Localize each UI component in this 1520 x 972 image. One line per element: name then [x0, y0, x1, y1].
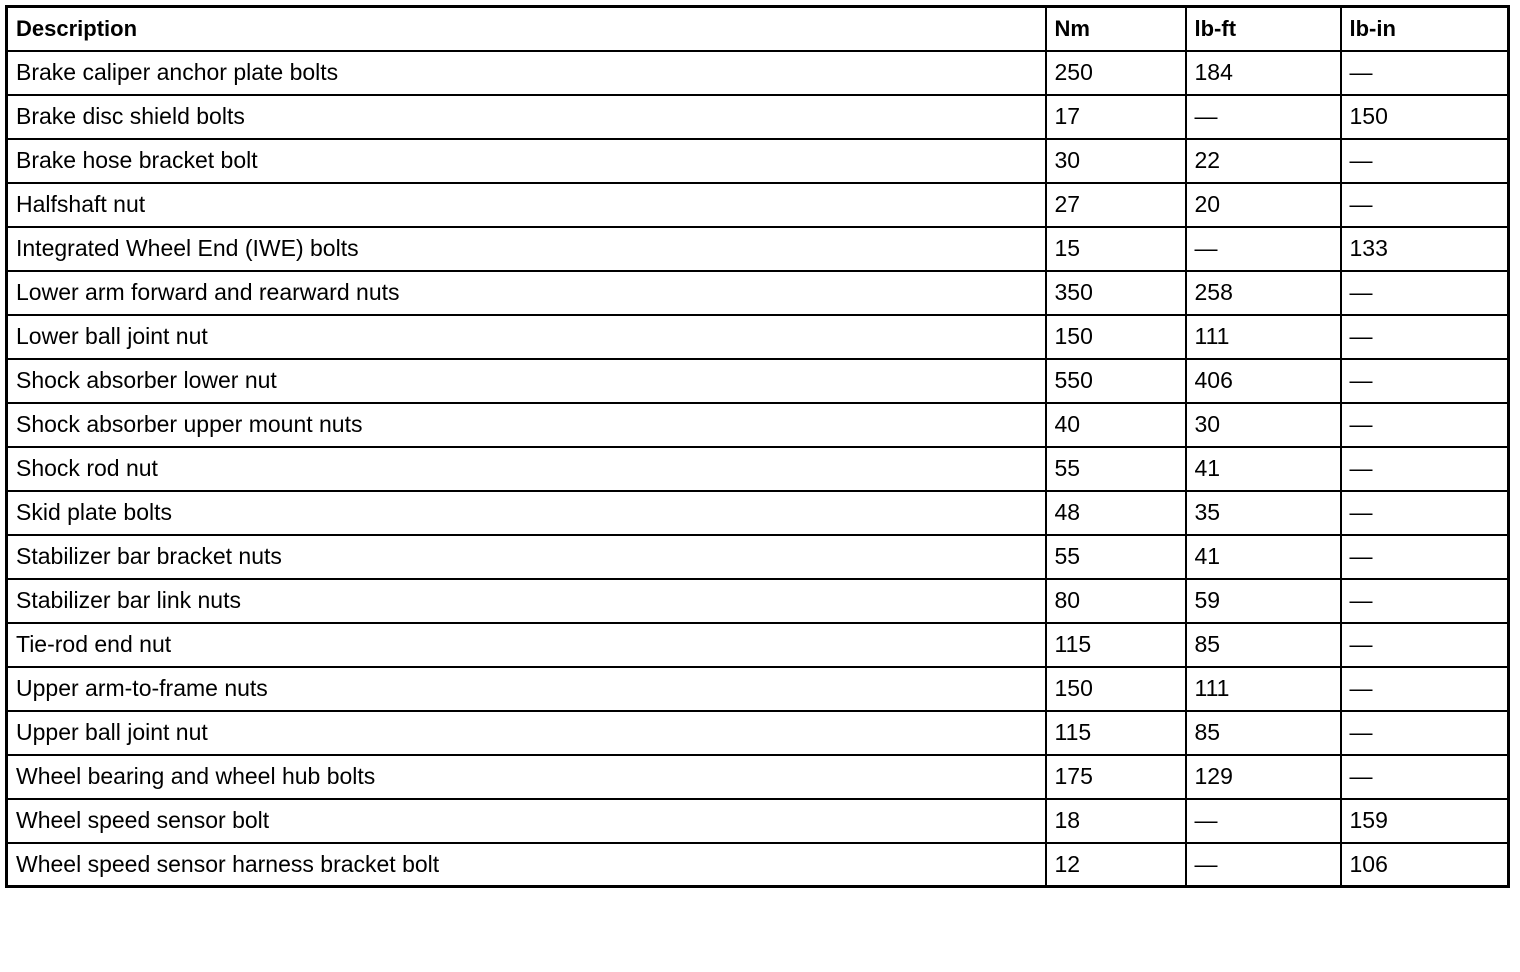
table-row: [7, 315, 1509, 359]
cell-lbft: —: [1186, 95, 1341, 139]
cell-nm: 175: [1046, 755, 1186, 799]
table-row: [7, 271, 1509, 315]
table-row: [7, 491, 1509, 535]
cell-nm: 550: [1046, 359, 1186, 403]
cell-nm: 115: [1046, 623, 1186, 667]
cell-lbin: —: [1341, 491, 1509, 535]
cell-description: Lower arm forward and rearward nuts: [7, 271, 1046, 315]
table-row: [7, 359, 1509, 403]
header-lbft: lb-ft: [1186, 7, 1341, 51]
table-row: [7, 843, 1509, 887]
table-header: [7, 7, 1509, 51]
cell-nm: 250: [1046, 51, 1186, 95]
cell-nm: 350: [1046, 271, 1186, 315]
cell-lbft: 406: [1186, 359, 1341, 403]
cell-lbft: 22: [1186, 139, 1341, 183]
cell-description: Wheel speed sensor harness bracket bolt: [7, 843, 1046, 887]
cell-description: Shock absorber lower nut: [7, 359, 1046, 403]
table-row: [7, 227, 1509, 271]
cell-description: Brake hose bracket bolt: [7, 139, 1046, 183]
table-row: [7, 535, 1509, 579]
cell-lbin: —: [1341, 535, 1509, 579]
cell-nm: 12: [1046, 843, 1186, 887]
cell-lbft: —: [1186, 843, 1341, 887]
cell-nm: 55: [1046, 447, 1186, 491]
cell-description: Upper ball joint nut: [7, 711, 1046, 755]
table-row: [7, 403, 1509, 447]
cell-nm: 150: [1046, 667, 1186, 711]
cell-lbft: 258: [1186, 271, 1341, 315]
cell-lbin: —: [1341, 403, 1509, 447]
cell-lbin: —: [1341, 667, 1509, 711]
cell-lbin: —: [1341, 711, 1509, 755]
cell-lbin: —: [1341, 51, 1509, 95]
cell-lbft: 59: [1186, 579, 1341, 623]
cell-lbft: 20: [1186, 183, 1341, 227]
table-row: [7, 623, 1509, 667]
cell-lbft: 41: [1186, 535, 1341, 579]
cell-lbin: —: [1341, 755, 1509, 799]
cell-description: Wheel bearing and wheel hub bolts: [7, 755, 1046, 799]
cell-lbin: 159: [1341, 799, 1509, 843]
cell-lbft: 111: [1186, 315, 1341, 359]
cell-lbft: 111: [1186, 667, 1341, 711]
cell-lbin: —: [1341, 183, 1509, 227]
cell-description: Skid plate bolts: [7, 491, 1046, 535]
cell-description: Stabilizer bar bracket nuts: [7, 535, 1046, 579]
cell-description: Wheel speed sensor bolt: [7, 799, 1046, 843]
cell-description: Tie-rod end nut: [7, 623, 1046, 667]
cell-lbft: 85: [1186, 623, 1341, 667]
cell-description: Brake caliper anchor plate bolts: [7, 51, 1046, 95]
cell-description: Halfshaft nut: [7, 183, 1046, 227]
table-row: [7, 667, 1509, 711]
cell-description: Shock rod nut: [7, 447, 1046, 491]
table-row: [7, 95, 1509, 139]
table-row: [7, 711, 1509, 755]
header-nm: Nm: [1046, 7, 1186, 51]
cell-lbft: —: [1186, 227, 1341, 271]
table-row: [7, 755, 1509, 799]
cell-lbin: —: [1341, 359, 1509, 403]
cell-lbft: 30: [1186, 403, 1341, 447]
cell-nm: 55: [1046, 535, 1186, 579]
torque-spec-table: [5, 5, 1510, 888]
cell-nm: 17: [1046, 95, 1186, 139]
cell-nm: 30: [1046, 139, 1186, 183]
cell-description: Lower ball joint nut: [7, 315, 1046, 359]
cell-nm: 80: [1046, 579, 1186, 623]
cell-description: Shock absorber upper mount nuts: [7, 403, 1046, 447]
table-row: [7, 579, 1509, 623]
header-row: [7, 7, 1509, 51]
cell-description: Stabilizer bar link nuts: [7, 579, 1046, 623]
table-row: [7, 183, 1509, 227]
cell-nm: 18: [1046, 799, 1186, 843]
cell-nm: 27: [1046, 183, 1186, 227]
cell-lbin: —: [1341, 139, 1509, 183]
cell-nm: 40: [1046, 403, 1186, 447]
table-row: [7, 51, 1509, 95]
cell-nm: 115: [1046, 711, 1186, 755]
cell-lbin: 150: [1341, 95, 1509, 139]
cell-lbft: —: [1186, 799, 1341, 843]
cell-lbin: —: [1341, 271, 1509, 315]
cell-lbft: 35: [1186, 491, 1341, 535]
table-body: [7, 51, 1509, 887]
cell-lbin: —: [1341, 447, 1509, 491]
table-row: [7, 799, 1509, 843]
cell-lbin: —: [1341, 623, 1509, 667]
cell-nm: 48: [1046, 491, 1186, 535]
header-lbin: lb-in: [1341, 7, 1509, 51]
cell-lbin: 133: [1341, 227, 1509, 271]
cell-nm: 150: [1046, 315, 1186, 359]
cell-lbin: —: [1341, 315, 1509, 359]
cell-description: Integrated Wheel End (IWE) bolts: [7, 227, 1046, 271]
cell-nm: 15: [1046, 227, 1186, 271]
cell-lbft: 85: [1186, 711, 1341, 755]
cell-lbin: 106: [1341, 843, 1509, 887]
cell-lbft: 41: [1186, 447, 1341, 491]
cell-description: Upper arm-to-frame nuts: [7, 667, 1046, 711]
cell-lbft: 129: [1186, 755, 1341, 799]
cell-description: Brake disc shield bolts: [7, 95, 1046, 139]
cell-lbin: —: [1341, 579, 1509, 623]
cell-lbft: 184: [1186, 51, 1341, 95]
table-row: [7, 139, 1509, 183]
header-description: Description: [7, 7, 1046, 51]
table-row: [7, 447, 1509, 491]
